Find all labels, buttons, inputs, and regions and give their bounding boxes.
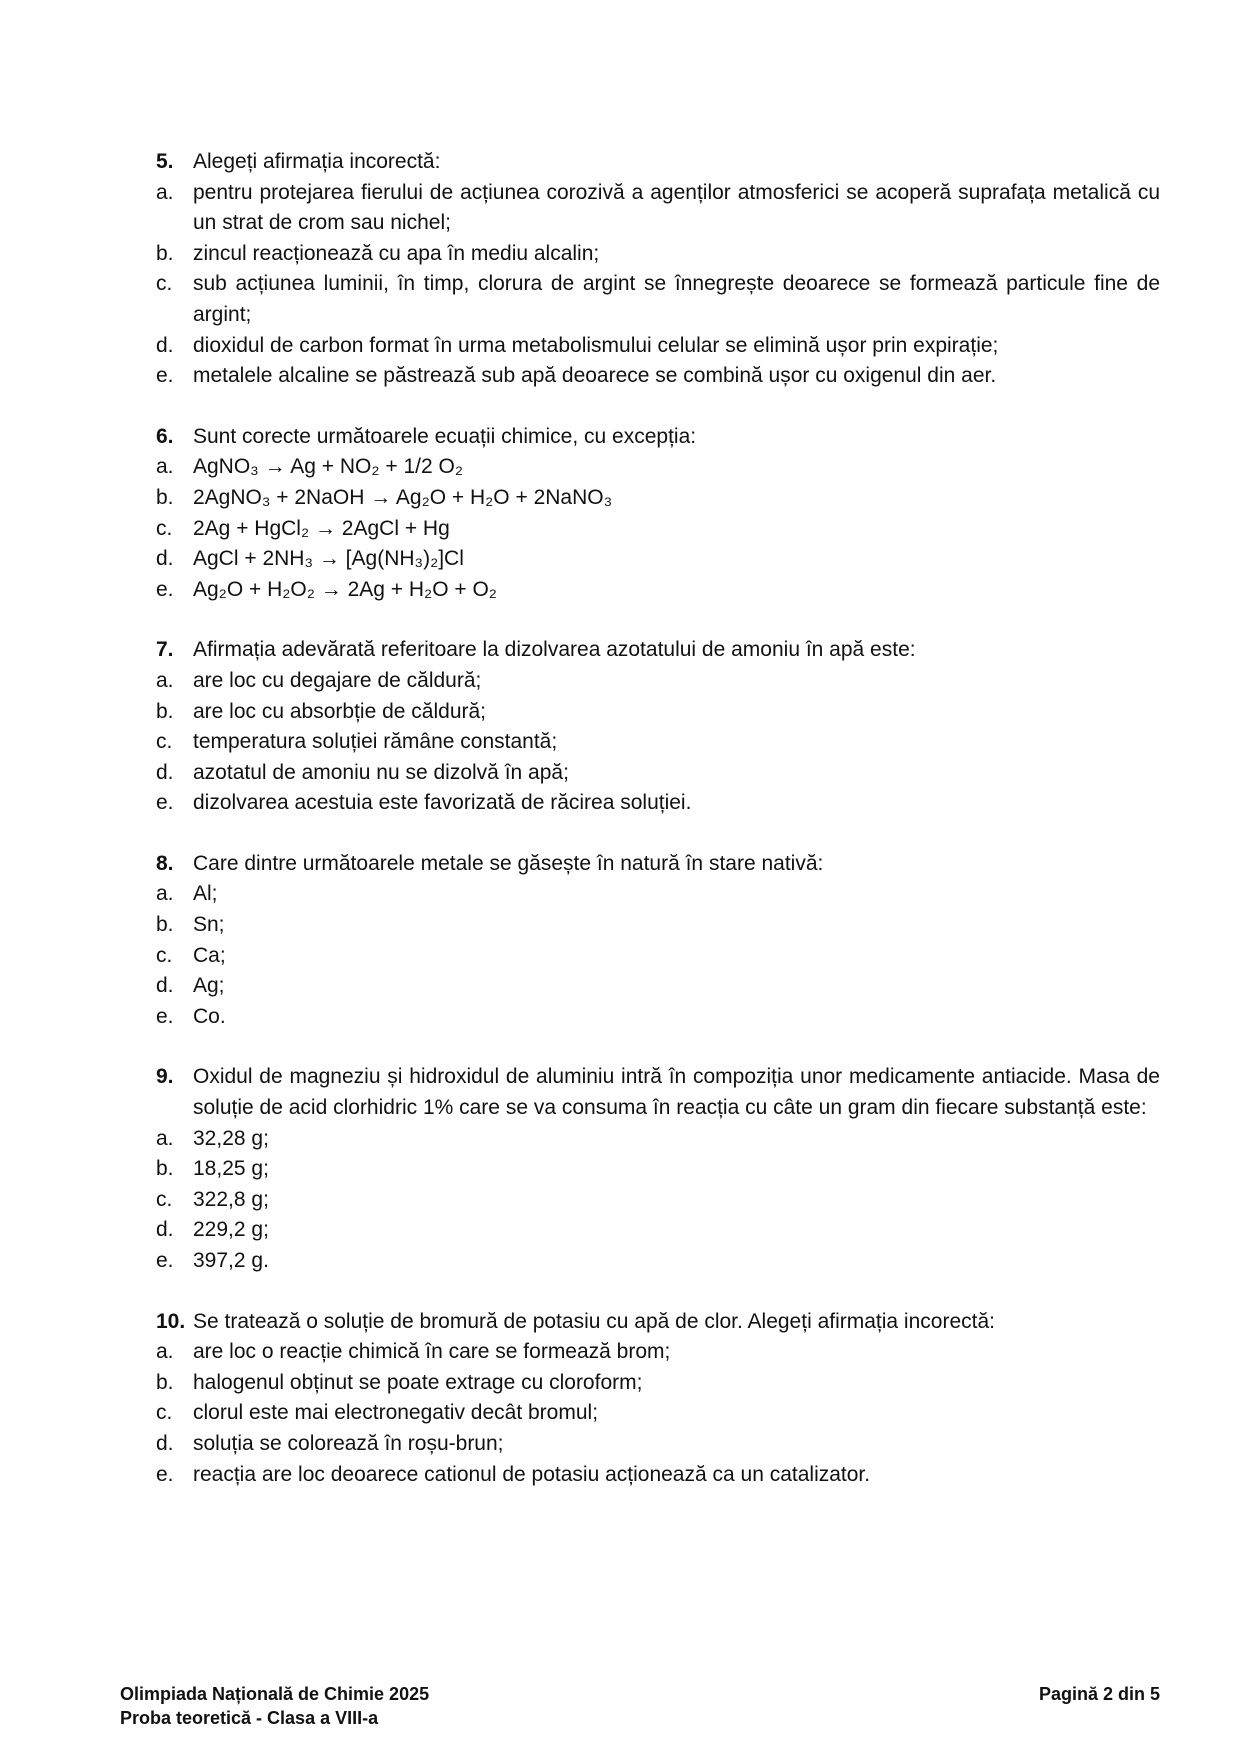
option-label: d. bbox=[156, 1218, 174, 1242]
option-label: a. bbox=[156, 1126, 174, 1150]
option-label: d. bbox=[156, 333, 174, 357]
option-a bbox=[156, 1124, 1160, 1155]
question-8 bbox=[156, 849, 1160, 1033]
option-d bbox=[156, 1215, 1160, 1246]
option-c bbox=[156, 727, 1160, 758]
question-number: 9. bbox=[156, 1065, 174, 1089]
option-text: Sn; bbox=[193, 913, 225, 937]
option-d bbox=[156, 758, 1160, 789]
option-label: e. bbox=[156, 791, 174, 815]
option-e bbox=[156, 788, 1160, 819]
option-c bbox=[156, 1398, 1160, 1429]
option-label: e. bbox=[156, 577, 174, 601]
option-text: Ag; bbox=[193, 974, 225, 998]
question-text: Oxidul de magneziu și hidroxidul de aluminiu intră în compoziția unor medicamente antiacide. Masa de soluție de acid clorhidric 1% care se va consuma în reacția cu câte un gram din fiecare substanță este: bbox=[193, 1065, 1160, 1120]
page-number: Pagină 2 din 5 bbox=[1038, 1684, 1160, 1704]
question-9 bbox=[156, 1062, 1160, 1276]
question-stem bbox=[156, 849, 1160, 880]
option-text: temperatura soluției rămâne constantă; bbox=[193, 730, 558, 754]
option-d bbox=[156, 971, 1160, 1002]
option-a bbox=[156, 666, 1160, 697]
option-label: e. bbox=[156, 364, 174, 388]
option-text: halogenul obținut se poate extrage cu cloroform; bbox=[193, 1370, 643, 1394]
option-e bbox=[156, 1460, 1160, 1491]
option-text: Ca; bbox=[193, 943, 226, 967]
option-text: Ag₂O + H₂O₂ → 2Ag + H₂O + O₂ bbox=[193, 577, 497, 601]
option-label: c. bbox=[156, 1401, 173, 1425]
option-e bbox=[156, 361, 1160, 392]
option-c bbox=[156, 269, 1160, 330]
option-a bbox=[156, 1337, 1160, 1368]
option-e bbox=[156, 1002, 1160, 1033]
option-label: b. bbox=[156, 241, 174, 265]
option-text: 229,2 g; bbox=[193, 1218, 269, 1242]
option-text: 32,28 g; bbox=[193, 1126, 269, 1150]
option-text: AgCl + 2NH₃ → [Ag(NH₃)₂]Cl bbox=[193, 547, 464, 571]
option-c bbox=[156, 1185, 1160, 1216]
question-text: Care dintre următoarele metale se găsește în natură în stare nativă: bbox=[193, 851, 824, 875]
question-stem bbox=[156, 147, 1160, 178]
option-text: dizolvarea acestuia este favorizată de răcirea soluției. bbox=[193, 791, 692, 815]
question-7 bbox=[156, 635, 1160, 819]
option-c bbox=[156, 941, 1160, 972]
option-label: e. bbox=[156, 1249, 174, 1272]
option-label: e. bbox=[156, 1462, 174, 1486]
option-c bbox=[156, 514, 1160, 545]
question-number: 7. bbox=[156, 638, 174, 662]
page-footer bbox=[120, 1682, 1160, 1730]
question-list bbox=[156, 147, 1160, 1520]
footer-exam-info: Proba teoretică - Clasa a VIII-a bbox=[120, 1708, 379, 1728]
option-text: metalele alcaline se păstrează sub apă deoarece se combină ușor cu oxigenul din aer. bbox=[193, 364, 997, 388]
option-d bbox=[156, 1429, 1160, 1460]
option-label: b. bbox=[156, 1370, 174, 1394]
option-text: 18,25 g; bbox=[193, 1157, 269, 1181]
option-b bbox=[156, 1368, 1160, 1399]
option-text: 2Ag + HgCl₂ → 2AgCl + Hg bbox=[193, 516, 450, 540]
option-e bbox=[156, 1246, 1160, 1277]
option-e bbox=[156, 575, 1160, 606]
option-label: c. bbox=[156, 730, 173, 754]
option-d bbox=[156, 331, 1160, 362]
option-label: b. bbox=[156, 699, 174, 723]
option-a bbox=[156, 178, 1160, 239]
option-label: c. bbox=[156, 943, 173, 967]
option-label: b. bbox=[156, 1157, 174, 1181]
option-text: are loc o reacție chimică în care se formează brom; bbox=[193, 1340, 671, 1364]
option-label: c. bbox=[156, 272, 173, 296]
option-a bbox=[156, 452, 1160, 483]
option-text: are loc cu degajare de căldură; bbox=[193, 668, 482, 692]
question-stem bbox=[156, 635, 1160, 666]
option-text: are loc cu absorbție de căldură; bbox=[193, 699, 487, 723]
option-label: b. bbox=[156, 913, 174, 937]
question-text: Sunt corecte următoarele ecuații chimice, cu excepția: bbox=[193, 424, 697, 448]
question-stem bbox=[156, 422, 1160, 453]
option-b bbox=[156, 239, 1160, 270]
option-text: pentru protejarea fierului de acțiunea corozivă a agenților atmosferici se acoperă suprafața metalică cu un strat de crom sau nichel; bbox=[193, 180, 1160, 235]
option-label: a. bbox=[156, 668, 174, 692]
question-text: Se tratează o soluție de bromură de potasiu cu apă de clor. Alegeți afirmația incorectă: bbox=[193, 1309, 995, 1333]
option-b bbox=[156, 910, 1160, 941]
option-d bbox=[156, 544, 1160, 575]
question-5 bbox=[156, 147, 1160, 392]
option-label: e. bbox=[156, 1004, 174, 1028]
option-text: dioxidul de carbon format în urma metabolismului celular se elimină ușor prin expirație; bbox=[193, 333, 999, 357]
footer-olympiad-title: Olimpiada Națională de Chimie 2025 bbox=[120, 1684, 430, 1704]
option-text: AgNO₃ → Ag + NO₂ + 1/2 O₂ bbox=[193, 455, 463, 479]
option-text: reacția are loc deoarece cationul de potasiu acționează ca un catalizator. bbox=[193, 1462, 871, 1486]
question-number: 10. bbox=[156, 1309, 186, 1333]
option-text: azotatul de amoniu nu se dizolvă în apă; bbox=[193, 760, 569, 784]
question-10 bbox=[156, 1307, 1160, 1491]
question-text: Alegeți afirmația incorectă: bbox=[193, 150, 441, 173]
question-number: 5. bbox=[156, 150, 174, 173]
option-label: a. bbox=[156, 1340, 174, 1364]
question-stem bbox=[156, 1307, 1160, 1338]
option-text: 2AgNO₃ + 2NaOH → Ag₂O + H₂O + 2NaNO₃ bbox=[193, 485, 613, 509]
option-text: zincul reacționează cu apa în mediu alcalin; bbox=[193, 241, 600, 265]
option-label: d. bbox=[156, 547, 174, 571]
option-text: 322,8 g; bbox=[193, 1187, 269, 1211]
question-stem bbox=[156, 1062, 1160, 1123]
option-label: c. bbox=[156, 1187, 173, 1211]
option-label: a. bbox=[156, 180, 174, 204]
option-label: d. bbox=[156, 974, 174, 998]
option-label: b. bbox=[156, 485, 174, 509]
question-6 bbox=[156, 422, 1160, 606]
option-text: clorul este mai electronegativ decât bromul; bbox=[193, 1401, 599, 1425]
option-b bbox=[156, 697, 1160, 728]
option-label: a. bbox=[156, 882, 174, 906]
option-b bbox=[156, 483, 1160, 514]
option-text: soluția se colorează în roșu-brun; bbox=[193, 1431, 504, 1455]
option-text: Co. bbox=[193, 1004, 226, 1028]
question-number: 8. bbox=[156, 851, 174, 875]
option-b bbox=[156, 1154, 1160, 1185]
option-text: sub acțiunea luminii, în timp, clorura de argint se înnegrește deoarece se formează particule fine de argint; bbox=[193, 272, 1160, 326]
option-text: Al; bbox=[193, 882, 218, 906]
question-number: 6. bbox=[156, 424, 174, 448]
option-label: c. bbox=[156, 516, 173, 540]
option-label: a. bbox=[156, 455, 174, 479]
option-a bbox=[156, 879, 1160, 910]
option-text: 397,2 g. bbox=[193, 1249, 269, 1272]
option-label: d. bbox=[156, 1431, 174, 1455]
question-text: Afirmația adevărată referitoare la dizolvarea azotatului de amoniu în apă este: bbox=[193, 638, 916, 662]
option-label: d. bbox=[156, 760, 174, 784]
